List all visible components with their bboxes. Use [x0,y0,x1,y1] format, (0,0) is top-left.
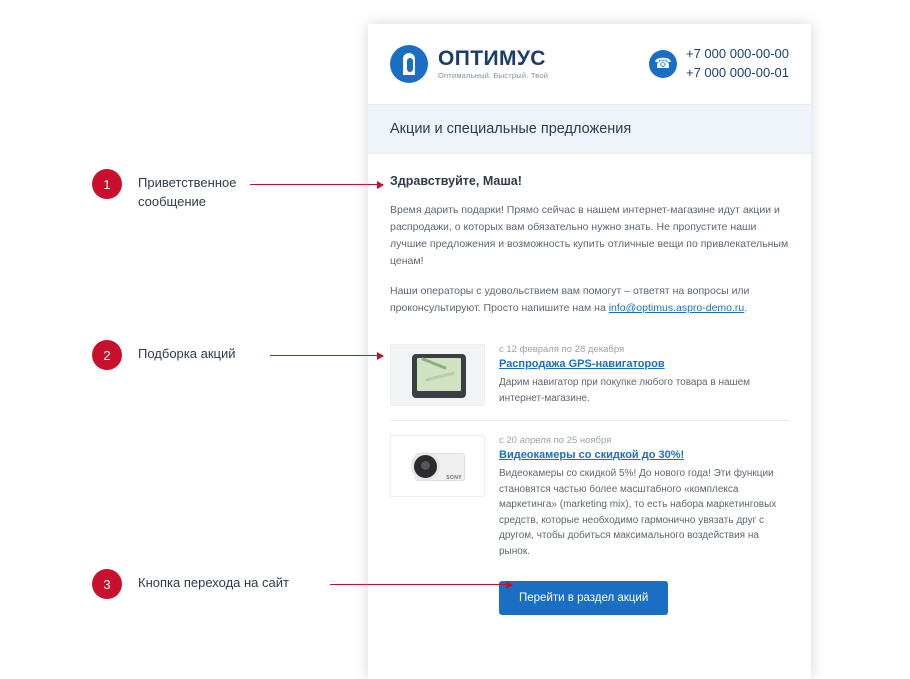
annotation-badge: 3 [92,569,122,599]
phone-number-primary: +7 000 000-00-00 [685,45,789,61]
annotation-leader-line [330,584,512,585]
support-email-link[interactable]: info@optimus.aspro-demo.ru [608,302,745,314]
annotation-leader-line [270,355,383,356]
logo-name: ОПТИМУС [438,46,546,70]
action-camera-image: SONY [390,435,485,497]
email-header [368,24,811,104]
gps-navigator-image [390,344,485,406]
contact-phones [649,45,789,83]
promo-description: Дарим навигатор при покупке любого товара в нашем интернет-магазине. [499,377,751,404]
email-preview-panel [368,24,811,679]
annotation-label: Кнопка перехода на сайт [138,575,289,590]
promo-date: с 12 февраля по 28 декабря [499,344,625,355]
annotation-badge: 1 [92,169,122,199]
operators-text-before: Наши операторы с удовольствием вам помогут – ответят на вопросы или проконсультируют. Просто напишите нам на [390,285,750,314]
promo-title-link[interactable]: Распродажа GPS-навигаторов [499,358,665,370]
annotation-2 [92,340,235,370]
greeting-text: Здравствуйте, Маша! [390,174,522,188]
logo-mark-icon [390,45,428,83]
promo-date: с 20 апреля по 25 ноября [499,435,612,446]
email-body [368,154,811,641]
promo-item [390,420,789,559]
promo-description: Видеокамеры со скидкой 5%! До нового года! Эти функции становятся частью более масштабного «комплекса маркетинга» (marketing mix), то есть набора маркетинговых средств, которые необходимо гармонично увязать друг с другом, чтобы добиться максимального воздействия на рынок. [499,468,777,557]
logo-slogan: Оптимальный. Быстрый. Твой [438,70,549,80]
annotation-1 [92,169,236,212]
operators-paragraph [390,283,789,317]
promo-title-link[interactable]: Видеокамеры со скидкой до 30%! [499,449,685,461]
brand-logo [390,45,548,83]
email-subject: Акции и специальные предложения [368,104,811,154]
annotation-label: Приветственное сообщение [138,175,237,209]
annotation-badge: 2 [92,340,122,370]
intro-paragraph: Время дарить подарки! Прямо сейчас в нашем интернет-магазине идут акции и распродажи, о которых вам обязательно нужно знать. Не пропустите наши лучшие предложения и возможность купить отличные вещи по привлекательным ценам! [390,204,789,267]
operators-text-after: . [744,302,748,314]
phone-icon: ☎ [649,50,677,78]
annotation-leader-line [250,184,383,185]
phone-number-secondary: +7 000 000-00-01 [685,64,789,80]
go-to-promotions-button[interactable]: Перейти в раздел акций [499,581,668,615]
annotation-3 [92,569,289,599]
promo-item [390,330,789,406]
annotation-label: Подборка акций [138,346,236,361]
cta-container [390,581,789,615]
